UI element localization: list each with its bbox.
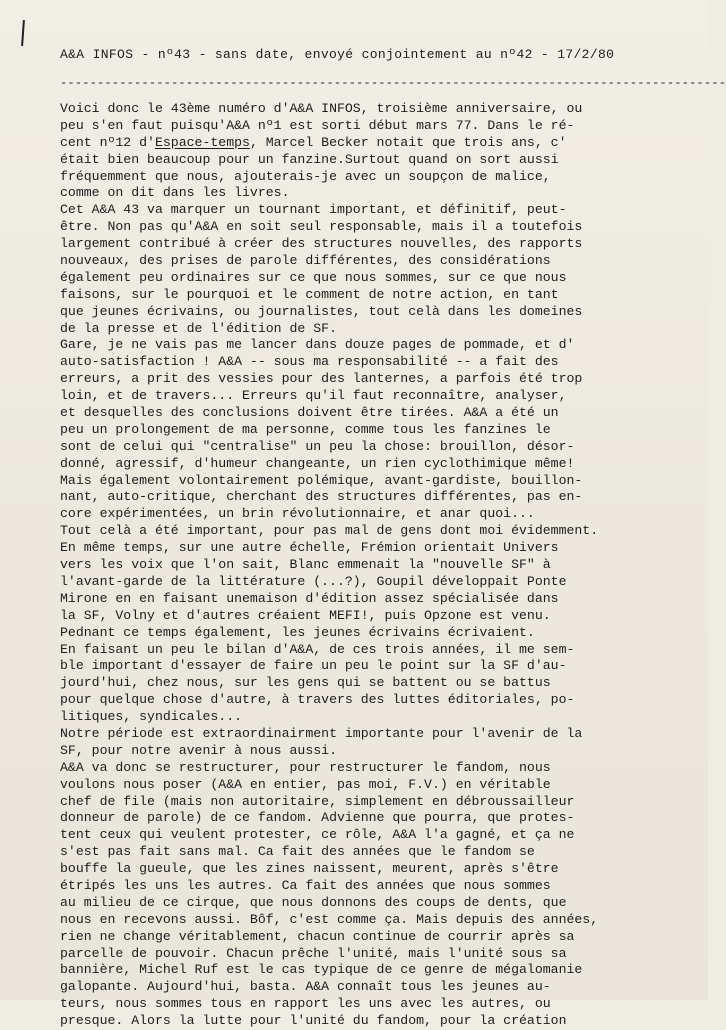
text-line: bouffe la gueule, que les zines naissent, meurent, après s'être	[60, 861, 559, 877]
text-line: nant, auto-critique, cherchant des structures différentes, pas en-	[60, 489, 583, 505]
underlined-title: Espace-temps	[154, 134, 250, 150]
text-line: voulons nous poser (A&A en entier, pas moi, F.V.) en véritable	[60, 776, 551, 792]
body-text	[60, 101, 650, 1030]
text-line: tent ceux qui veulent protester, ce rôle, A&A l'a gagné, et ça ne	[60, 827, 575, 843]
text-line: donneur de parole) de ce fandom. Advienne que pourra, que protes-	[60, 810, 575, 826]
pen-mark	[21, 20, 25, 46]
text-line: rien ne change véritablement, chacun continue de courrir après sa	[60, 928, 575, 944]
text-line: loin, et de travers... Erreurs qu'il faut reconnaître, analyser,	[60, 388, 567, 404]
text-line: galopante. Aujourd'hui, basta. A&A connaît tous les jeunes au-	[60, 979, 551, 995]
text-line: la SF, Volny et d'autres créaient MEFI!, puis Opzone est venu.	[60, 607, 551, 623]
text-line: chef de file (mais non autoritaire, simplement en débroussailleur	[60, 793, 575, 809]
text-line: l'avant-garde de la littérature (...?), Goupil développait Ponte	[60, 573, 567, 589]
text-line: nous en recevons aussi. Bôf, c'est comme ça. Mais depuis des années,	[60, 911, 599, 927]
text-line: donné, agressif, d'humeur changeante, un rien cyclothimique même!	[60, 455, 575, 471]
text-line: Cet A&A 43 va marquer un tournant important, et définitif, peut-	[60, 202, 567, 218]
text-line: parcelle de pouvoir. Chacun prêche l'unité, mais l'unité sous sa	[60, 945, 567, 961]
text-line: En faisant un peu le bilan d'A&A, de ces trois années, il me sem-	[60, 641, 575, 657]
text-line: s'est pas fait sans mal. Ca fait des années que le fandom se	[60, 844, 535, 860]
text-line: vers les voix que l'on sait, Blanc emmenait la "nouvelle SF" à	[60, 557, 551, 573]
text-line: nouveaux, des prises de parole différentes, des considérations	[60, 253, 551, 269]
text-line: également peu ordinaires sur ce que nous sommes, sur ce que nous	[60, 269, 567, 285]
text-line: bannière, Michel Ruf est le cas typique de ce genre de mégalomanie	[60, 962, 583, 978]
text-segment: , Marcel Becker notait que trois ans, c'	[249, 134, 567, 150]
text-line: En même temps, sur une autre échelle, Frémion orientait Univers	[60, 540, 559, 556]
text-line: était bien beaucoup pour un fanzine.Surtout quand on sort aussi	[60, 151, 559, 167]
text-line: Voici donc le 43ème numéro d'A&A INFOS, troisième anniversaire, ou	[60, 101, 583, 116]
text-line: Pednant ce temps également, les jeunes écrivains écrivaient.	[60, 624, 535, 640]
text-line: Gare, je ne vais pas me lancer dans douze pages de pommade, et d'	[60, 337, 575, 353]
text-line: teurs, nous sommes tous en rapport les uns avec les autres, ou	[60, 996, 551, 1012]
text-line: erreurs, a prit des vessies pour des lanternes, a parfois été trop	[60, 371, 583, 387]
text-line: peu un prolongement de ma personne, comme tous les fanzines le	[60, 421, 551, 437]
text-line: et desquelles des conclusions doivent être tirées. A&A a été un	[60, 405, 559, 421]
text-line: core expérimentées, un brin révolutionnaire, et anar quoi...	[60, 506, 535, 522]
text-line: Tout celà a été important, pour pas mal de gens dont moi évidemment.	[60, 523, 599, 539]
text-line: A&A va donc se restructurer, pour restructurer le fandom, nous	[60, 759, 551, 775]
text-line	[60, 135, 650, 152]
text-line: ble important d'essayer de faire un peu le point sur la SF d'au-	[60, 658, 567, 674]
text-line: jourd'hui, chez nous, sur les gens qui se battent ou se battus	[60, 675, 551, 691]
page-header: A&A INFOS - nº43 - sans date, envoyé conjointement au nº42 - 17/2/80	[60, 47, 615, 62]
text-line: presque. Alors la lutte pour l'unité du fandom, pour la création	[60, 1013, 567, 1029]
text-segment: cent nº12 d'	[60, 134, 155, 150]
text-line: Mais également volontairement polémique, avant-gardiste, bouillon-	[60, 472, 583, 488]
text-line: faisons, sur le pourquoi et le comment de notre action, en tant	[60, 286, 559, 302]
dash-rule: ------------------------------------------------------------------------------------------	[60, 76, 726, 90]
text-line: comme on dit dans les livres.	[60, 185, 290, 201]
text-line: fréquemment que nous, ajouterais-je avec un soupçon de malice,	[60, 168, 551, 184]
text-line: auto-satisfaction ! A&A -- sous ma responsabilité -- a fait des	[60, 354, 559, 370]
text-line: Notre période est extraordinairment importante pour l'avenir de la	[60, 725, 583, 741]
text-line: pour quelque chose d'autre, à travers des luttes éditoriales, po-	[60, 692, 575, 708]
text-line: peu s'en faut puisqu'A&A nº1 est sorti début mars 77. Dans le ré-	[60, 117, 575, 133]
text-line: largement contribué à créer des structures nouvelles, des rapports	[60, 236, 583, 252]
text-line: litiques, syndicales...	[60, 709, 243, 725]
text-line: SF, pour notre avenir à nous aussi.	[60, 742, 337, 758]
text-line: que jeunes écrivains, ou journalistes, tout celà dans les domeines	[60, 303, 583, 319]
text-line: au milieu de ce cirque, que nous donnons des coups de dents, que	[60, 894, 567, 910]
text-line: de la presse et de l'édition de SF.	[60, 320, 337, 336]
text-line: être. Non pas qu'A&A en soit seul responsable, mais il a toutefois	[60, 219, 583, 235]
text-line: étripés les uns les autres. Ca fait des années que nous sommes	[60, 877, 551, 893]
text-line: sont de celui qui "centralise" un peu la chose: brouillon, désor-	[60, 438, 575, 454]
text-line: Mirone en en faisant unemaison d'édition assez spécialisée dans	[60, 590, 559, 606]
